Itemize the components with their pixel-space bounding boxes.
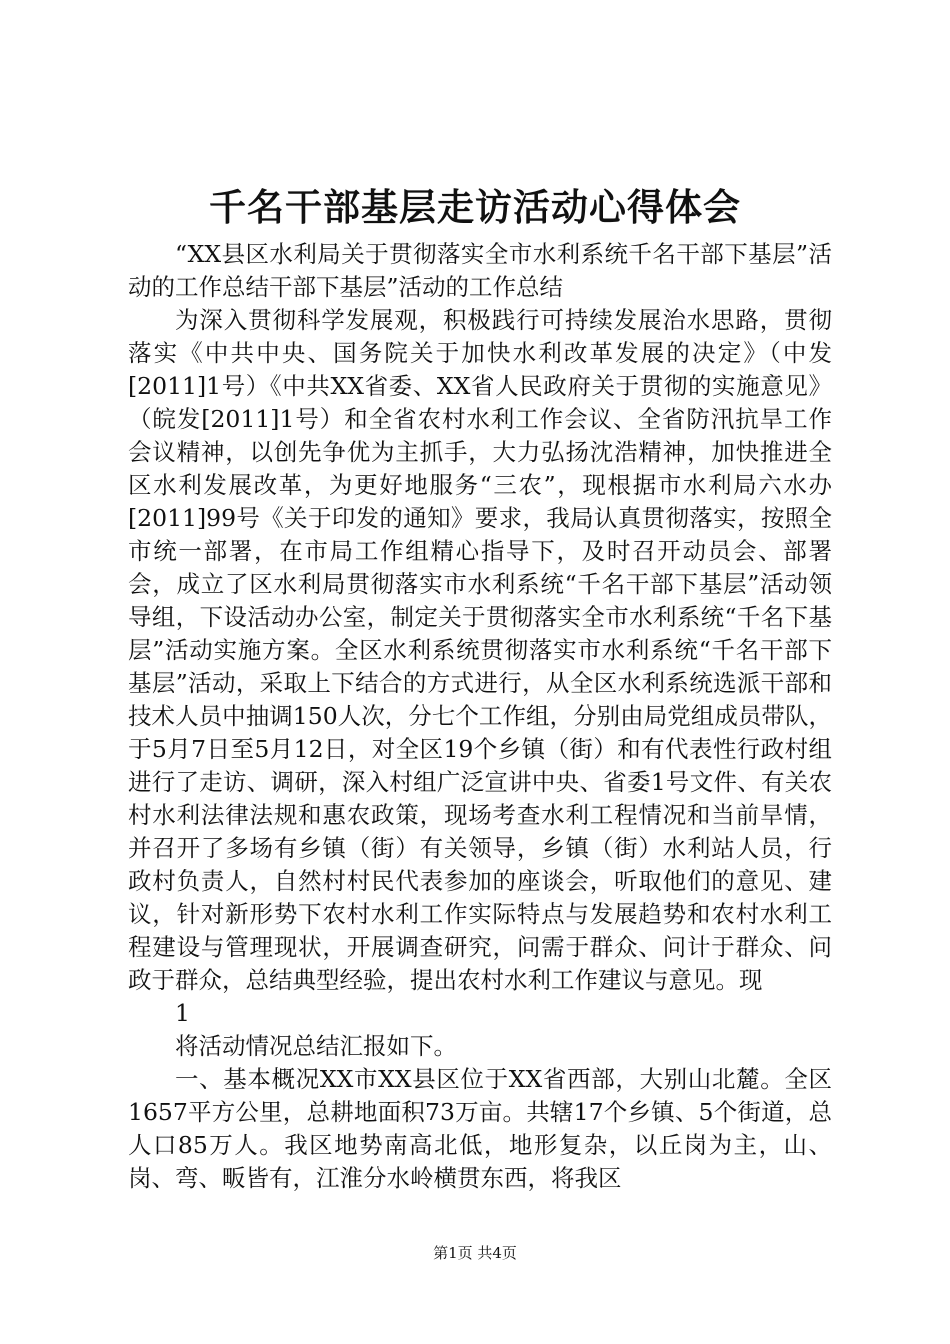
document-body (128, 238, 832, 1195)
paragraph-main: 为深入贯彻科学发展观，积极践行可持续发展治水思路，贯彻落实《中共中央、国务院关于加快水利改革发展的决定》（中发[2011]1号）《中共XX省委、XX省人民政府关于贯彻的实施意见》（皖发[2011]1号）和全省农村水利工作会议、全省防汛抗旱工作会议精神，以创先争优为主抓手，大力弘扬沈浩精神，加快推进全区水利发展改革，为更好地服务“三农”，现根据市水利局六水办[2011]99号《关于印发的通知》要求，我局认真贯彻落实，按照全市统一部署，在市局工作组精心指导下，及时召开动员会、部署会，成立了区水利局贯彻落实市水利系统“千名干部下基层”活动领导组，下设活动办公室，制定关于贯彻落实全市水利系统“千名下基层”活动实施方案。全区水利系统贯彻落实市水利系统“千名干部下基层”活动，采取上下结合的方式进行，从全区水利系统选派干部和技术人员中抽调150人次，分七个工作组，分别由局党组成员带队，于5月7日至5月12日，对全区19个乡镇（街）和有代表性行政村组进行了走访、调研，深入村组广泛宣讲中央、省委1号文件、有关农村水利法律法规和惠农政策，现场考查水利工程情况和当前旱情，并召开了多场有乡镇（街）有关领导，乡镇（街）水利站人员，行政村负责人，自然村村民代表参加的座谈会，听取他们的意见、建议，针对新形势下农村水利工作实际特点与发展趋势和农村水利工程建设与管理现状，开展调查研究，问需于群众、问计于群众、问政于群众，总结典型经验，提出农村水利工作建议与意见。现 (128, 306, 832, 994)
paragraph-overview: 一、基本概况XX市XX县区位于XX省西部，大别山北麓。全区1657平方公里，总耕地面积73万亩。共辖17个乡镇、5个街道，总人口85万人。我区地势南高北低，地形复杂，以丘岗为主，山、岗、弯、畈皆有，江淮分水岭横贯东西，将我区 (128, 1065, 832, 1192)
page-footer: 第1页 共4页 (433, 1244, 517, 1262)
paragraph-intro: “XX县区水利局关于贯彻落实全市水利系统千名干部下基层”活动的工作总结干部下基层”活动的工作总结 (128, 240, 832, 301)
paragraph-report-lead: 将活动情况总结汇报如下。 (175, 1032, 457, 1060)
inline-page-number: 1 (175, 999, 190, 1027)
document-title: 千名干部基层走访活动心得体会 (209, 186, 741, 229)
